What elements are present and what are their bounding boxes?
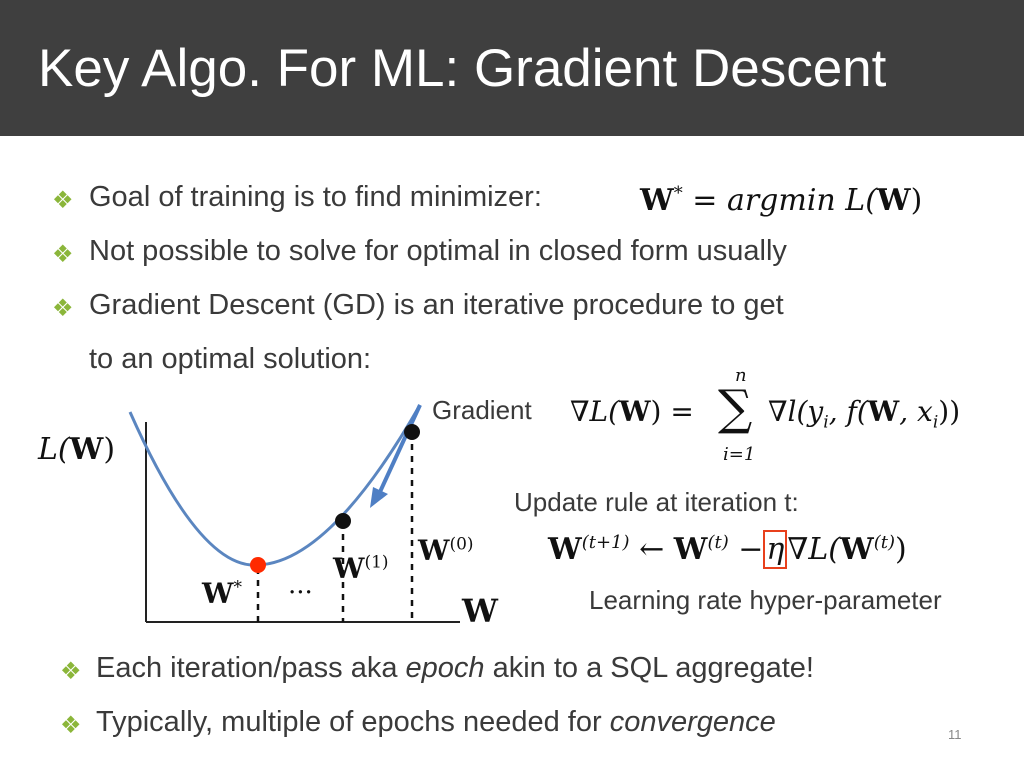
slide-number: 11 bbox=[948, 727, 962, 742]
gradient-arrow-head bbox=[370, 487, 388, 508]
four-diamond-icon: ❖ bbox=[52, 295, 74, 322]
four-diamond-icon: ❖ bbox=[60, 712, 82, 739]
bullet-epoch: Each iteration/pass aka epoch akin to a SQL aggregate! bbox=[96, 652, 814, 684]
y-axis-label: L(W) bbox=[38, 432, 116, 467]
w1-point bbox=[335, 513, 351, 529]
sum-lower-limit: i=1 bbox=[723, 444, 756, 465]
gradient-formula-lhs: ∇L(W) = bbox=[570, 395, 694, 428]
gradient-label: Gradient bbox=[432, 395, 532, 425]
w0-point bbox=[404, 424, 420, 440]
bullet-goal: Goal of training is to find minimizer: bbox=[89, 181, 542, 213]
w-star-label: W* bbox=[202, 577, 242, 610]
optimum-point bbox=[250, 557, 266, 573]
bullet-convergence: Typically, multiple of epochs needed for convergence bbox=[96, 706, 776, 738]
four-diamond-icon: ❖ bbox=[52, 241, 74, 268]
slide-title: Key Algo. For ML: Gradient Descent bbox=[38, 39, 887, 98]
loss-curve bbox=[130, 405, 420, 565]
learning-rate-label: Learning rate hyper-parameter bbox=[589, 585, 942, 615]
update-rule-formula: $W^{(t+1)}$ ← $W^{(t)} - \eta$ $\nabla L(W^{(t)})$ bbox=[548, 532, 907, 567]
update-rule-label: Update rule at iteration t: bbox=[514, 487, 799, 517]
gradient-formula-rhs: $\nabla l(y_i$, f(W, $x_i$)) bbox=[768, 395, 961, 433]
sum-symbol: ∑ bbox=[718, 380, 753, 436]
bullet-closed-form: Not possible to solve for optimal in closed form usually bbox=[89, 235, 787, 267]
sum-upper-limit: n bbox=[735, 365, 747, 386]
bullet-gd: Gradient Descent (GD) is an iterative procedure to get bbox=[89, 289, 784, 321]
gradient-arrow bbox=[379, 405, 420, 494]
x-axis-label: W bbox=[462, 592, 498, 630]
ellipsis-label: ... bbox=[288, 570, 313, 600]
w1-label: $W^{(1)}$ bbox=[333, 552, 389, 585]
learning-rate-box: η bbox=[763, 530, 787, 569]
bullet-gd-continued: to an optimal solution: bbox=[89, 343, 372, 375]
four-diamond-icon: ❖ bbox=[52, 187, 74, 214]
four-diamond-icon: ❖ bbox=[60, 658, 82, 685]
w0-label: $W^{(0)}$ bbox=[418, 534, 474, 567]
minimizer-formula: W* = argmin L(W) bbox=[640, 183, 923, 218]
